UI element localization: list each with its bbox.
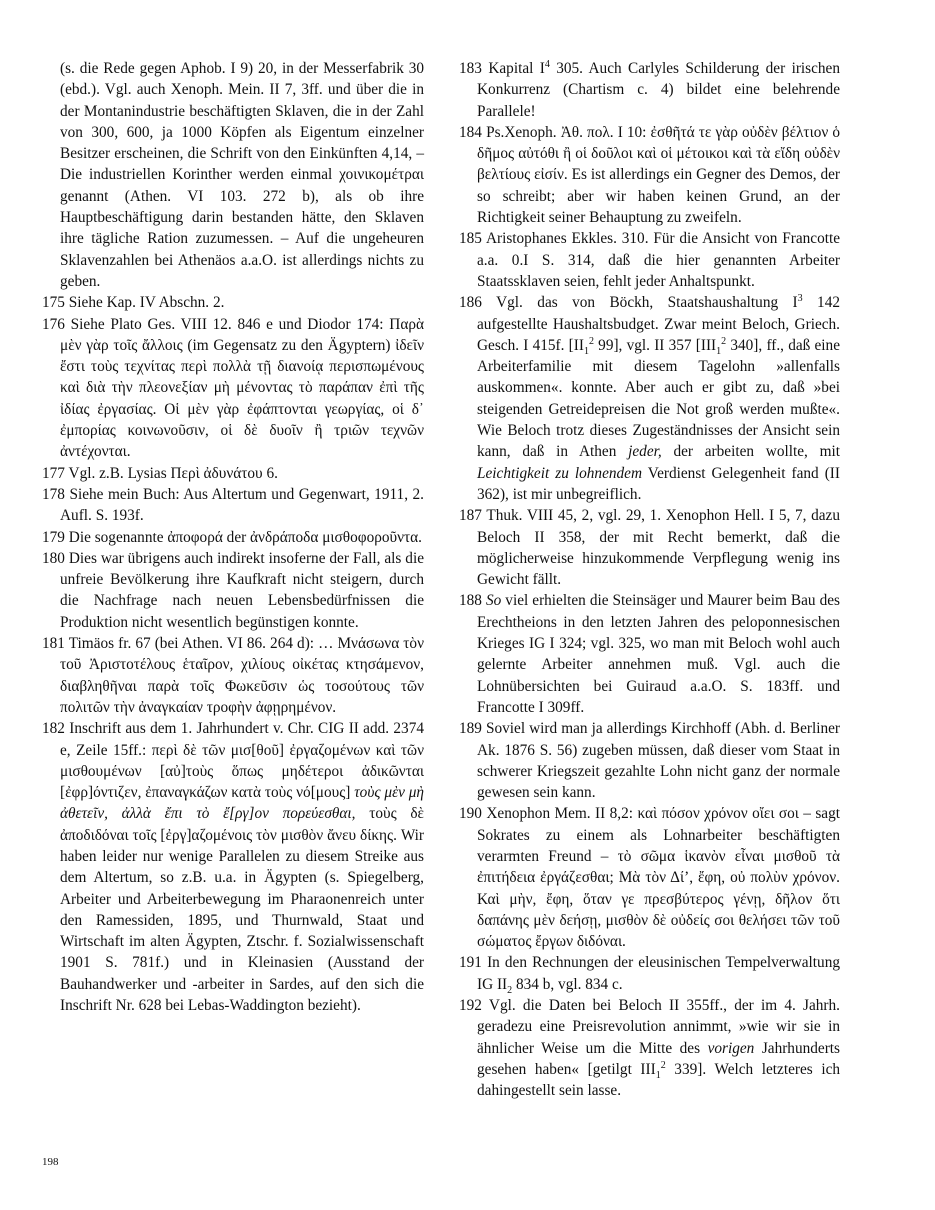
subscript: 2: [507, 984, 513, 996]
footnote-number: 187: [459, 507, 482, 525]
page-number: 198: [42, 1156, 59, 1168]
footnote-italic: vorigen: [707, 1039, 755, 1057]
footnote-180: [42, 548, 424, 633]
footnote-189: [459, 718, 840, 803]
right-column: [459, 58, 840, 1102]
footnote-text: Verdienst Gelegenheit fand (II 362), ist mir unbegreiflich.: [477, 464, 840, 503]
footnote-number: 176: [42, 315, 65, 333]
footnote-italic: τοὺς μὲν μὴ ἀθετεῖν, ἀλλὰ ἔπι τὸ ἔ[ργ]ον πορεύεσθαι,: [60, 784, 424, 823]
footnote-text: (s. die Rede gegen Aphob. I 9) 20, in der Messerfabrik 30 (ebd.). Vgl. auch Xenoph. Mein. II 7, 3ff. und über die in der Montanindustrie beschäftigten Sklaven, die in der Zahl von 300, 600, ja 1000 Köpfen als Eigentum einzelner Besitzer erscheinen, die Schrift von den Einkünften 4,14, – Die industriellen Korinther werden einmal χοινικομέτραι genannt (Athen. VI 103. 272 b), als ob ihre Hauptbeschäftigung darin bestanden hätte, den Sklaven ihre tägliche Ration zuzumessen. – Auf die ungeheuren Sklavenzahlen bei Athenäos a.a.O. ist allerdings nichts zu geben.: [60, 60, 424, 290]
footnote-text: Jahrhunderts gesehen haben« [getilgt III: [477, 1039, 840, 1078]
footnote-text: Siehe Plato Ges. VIII 12. 846 e und Diodor 174: Παρὰ μὲν γὰρ τοῖς ἄλλοις (im Gegensatz zu den Ägyptern) ἰδεῖν ἔστι τοὺς τεχνίτας περὶ πολλὰ τῇ διανοίᾳ περισπωμένους καὶ διὰ τὴν πλεονεξίαν μὴ μένοντας τὸ παράπαν ἐπὶ τῆς ἰδίας ἐργασίας. Οἱ μὲν γὰρ ἐφάπτονται γεωργίας, οἱ δ᾽ ἐμπορίας κοινωνοῦσιν, οἱ δὲ δυοῖν ἢ τριῶν τεχνῶν ἀντέχονται.: [60, 315, 424, 461]
footnote-text: Vgl. die Daten bei Beloch II 355ff., der im 4. Jahrh. geradezu eine Preisrevolution annimmt, »wie wir sie in ähnlicher Weise um die Mitte des: [477, 997, 840, 1057]
footnote-text: 340], ff., daß eine Arbeiterfamilie mit diesem Tagelohn »allenfalls auskommen«. konnte. Aber auch er gibt zu, daß »bei steigenden Getreidepreisen die Not groß werden mußte«. Wie Beloch trotz dieses Zugeständnisses der Ansicht sein kann, daß in Athen: [477, 336, 840, 461]
footnote-text: 339]. Welch letzteres ich dahingestellt sein lasse.: [477, 1060, 841, 1100]
footnote-178: [42, 484, 424, 527]
footnote-text: 142 aufgestellte Haushaltsbudget. Zwar meint Beloch, Griech. Gesch. I 415f. [II: [477, 294, 840, 354]
footnote-text: viel erhielten die Steinsäger und Maurer beim Bau des Erechtheions in den letzten Jahren des peloponnesischen Krieges IG I 324; vgl. 325, wo man mit Beloch wohl auch gelernte Arbeiter annehmen muß. Vgl. auch die Lohnübersichten bei Guiraud a.a.O. S. 183ff. und Francotte I 309ff.: [477, 592, 840, 716]
footnote-text: In den Rechnungen der eleusinischen Tempelverwaltung IG II: [477, 954, 840, 993]
footnote-italic: So: [485, 592, 502, 610]
footnote-text: Siehe mein Buch: Aus Altertum und Gegenwart, 1911, 2. Aufl. S. 193f.: [60, 485, 424, 525]
footnote-text: Xenophon Mem. II 8,2: καὶ πόσον χρόνον οἴει σοι – sagt Sokrates zu einem als Lohnarbeiter beschäftigten verarmten Freund – τὸ σῶμα ἱκανὸν εἶναι μισθοῦ τὰ ἐπιτήδεια ἐργάζεσθαι; Μὰ τὸν Δί’, ἔφη, οὐ πολὺν χρόνον. Καὶ μὴν, ἔφη, ὅταν γε πρεσβύτερος γένῃ, δῆλον ὅτι δαπάνης μὲν δεήσῃ, μισθὸν δὲ οὐδείς σοι θελήσει τῶν τοῦ σώματος ἔργων διδόναι.: [477, 805, 840, 951]
footnote-text: Thuk. VIII 45, 2, vgl. 29, 1. Xenophon Hell. I 5, 7, dazu Beloch II 358, der mit Recht bemerkt, daß die möglicherweise hinzukommende Verpflegung wenig ins Gewicht fällt.: [477, 507, 840, 589]
footnote-188: [459, 590, 840, 718]
footnote-text: Die sogenannte ἀποφορά der ἀνδράποδα μισθοφοροῦντα.: [68, 528, 422, 546]
footnote-187: [459, 505, 840, 590]
footnote-182: [42, 718, 424, 1016]
footnote-175: [42, 292, 424, 313]
footnote-number: 185: [459, 230, 482, 248]
footnote-text: Inschrift aus dem 1. Jahrhundert v. Chr. CIG II add. 2374 e, Zeile 15ff.: περὶ δὲ τῶν μισ[θοῦ] ἐργαζομένων καὶ τῶν μισθουμένων [αὐ]τοὺς ὅπως μηδέτεροι ἀδικῶνται [ἐφρ]όντιζεν, ἐπαναγκάζων κατὰ τοὺς νό[μους]: [60, 720, 424, 802]
left-column: [42, 58, 424, 1016]
footnote-text: Kapital I: [488, 60, 545, 77]
superscript: 2: [660, 1059, 666, 1071]
footnote-179: [42, 527, 424, 548]
footnote-text: 834 b, vgl. 834 c.: [512, 975, 623, 993]
footnote-text: der arbeiten wollte, mit: [661, 443, 840, 461]
footnote-number: 177: [42, 464, 65, 482]
footnote-177: [42, 463, 424, 484]
footnote-number: 178: [42, 485, 65, 503]
footnote-184: [459, 122, 840, 228]
subscript: 1: [655, 1070, 661, 1081]
footnote-number: 179: [42, 528, 65, 546]
footnote-183: [459, 58, 840, 122]
footnote-185: [459, 228, 840, 292]
footnote-number: 189: [459, 720, 482, 738]
footnote-text: Vgl. z.B. Lysias Περὶ ἀδυνάτου 6.: [68, 464, 278, 482]
footnote-number: 190: [459, 805, 482, 823]
footnote-number: 191: [459, 954, 482, 972]
footnote-190: [459, 803, 840, 952]
footnote-text: 99], vgl. II 357 [III: [593, 336, 717, 354]
superscript: 3: [797, 293, 803, 305]
superscript: 2: [721, 335, 727, 347]
subscript: 1: [583, 345, 589, 357]
footnote-186: [459, 292, 840, 505]
subscript: 1: [716, 345, 722, 357]
footnote-text: Timäos fr. 67 (bei Athen. VI 86. 264 d): … Μνάσωνα τὸν τοῦ Ἀριστοτέλους ἑταῖρον, χιλίους οἰκέτας κτησάμενον, διαβληθῆναι παρὰ τοῖς Φωκεῦσιν ὡς τοσούτους τῶν πολιτῶν τὴν ἀναγκαίαν τροφὴν ἀφῃρημένον.: [60, 635, 424, 716]
footnote-text: 305. Auch Carlyles Schilderung der irischen Konkurrenz (Chartism c. 4) bildet eine belehrende Parallele!: [477, 60, 840, 120]
footnote-181: [42, 633, 424, 718]
footnote-text: Soviel wird man ja allerdings Kirchhoff (Abh. d. Berliner Ak. 1876 S. 56) zugeben müssen, daß dieser vom Staat in schwerer Kriegszeit gezahlte Lohn nicht ganz der normale gewesen sein kann.: [477, 720, 840, 802]
footnote-number: 183: [459, 60, 482, 77]
footnote-number: 181: [42, 635, 65, 653]
footnote-176: [42, 314, 424, 463]
footnote-192: [459, 995, 840, 1101]
footnote-text: Ps.Xenoph. Ἀθ. πολ. I 10: ἐσθῆτά τε γὰρ οὐδὲν βέλτιον ὁ δῆμος αὐτόθι ἢ οἱ δοῦλοι καὶ οἱ μέτοικοι καὶ τὰ εἴδη οὐδὲν βελτίους εἰσίν. Es ist allerdings ein Gegner des Demos, der so schreibt; aber wir haben keinen Grund, an der Richtigkeit seiner Behauptung zu zweifeln.: [477, 123, 840, 227]
footnote-number: 175: [42, 294, 65, 312]
footnote-number: 180: [42, 549, 65, 567]
footnote-number: 186: [459, 294, 482, 312]
footnote-italic: jeder,: [628, 443, 662, 461]
footnote-text: Aristophanes Ekkles. 310. Für die Ansicht von Francotte a.a. 0.I S. 314, daß die hier genannten Arbeiter Staatssklaven seien, fehlt jeder Anhaltspunkt.: [477, 230, 841, 290]
footnote-number: 188: [459, 592, 482, 610]
footnote-continuation: [42, 58, 424, 292]
footnote-text: Vgl. das von Böckh, Staatshaushaltung I: [496, 294, 798, 312]
superscript: 4: [544, 58, 550, 70]
footnote-number: 192: [459, 997, 482, 1015]
footnote-text: Dies war übrigens auch indirekt insoferne der Fall, als die unfreie Bevölkerung ihre Kaufkraft nicht steigern, durch die Nachfrage nach neuen Lebensbedürfnissen die Produktion nicht wesentlich begünstigen konnte.: [60, 549, 424, 631]
footnote-text: Siehe Kap. IV Abschn. 2.: [68, 294, 225, 312]
footnote-text: τοὺς δὲ ἀποδιδόναι τοῖς [ἐργ]αζομένοις τὸν μισθὸν ἄνευ δίκης. Wir haben leider nur wenige Parallelen zu diesem Streike aus dem Altertum, so z.B. u.a. in Ägypten (s. Spiegelberg, Arbeiter und Arbeiterbewegung im Pharaonenreich unter den Ramessiden, 1895, und Thurnwald, Staat und Wirtschaft im alten Ägypten, Ztschr. f. Sozialwissenschaft 1901 S. 781f.) und in Kleinasien (Ausstand der Bauhandwerker und -arbeiter in Sardes, auf den sich die Inschrift Nr. 628 bei Lebas-Waddington bezieht).: [60, 805, 424, 1015]
footnote-number: 182: [42, 720, 65, 738]
superscript: 2: [588, 335, 594, 347]
footnote-number: 184: [459, 123, 482, 141]
footnote-italic: Leichtigkeit zu lohnendem: [477, 464, 642, 482]
footnote-191: [459, 952, 840, 995]
